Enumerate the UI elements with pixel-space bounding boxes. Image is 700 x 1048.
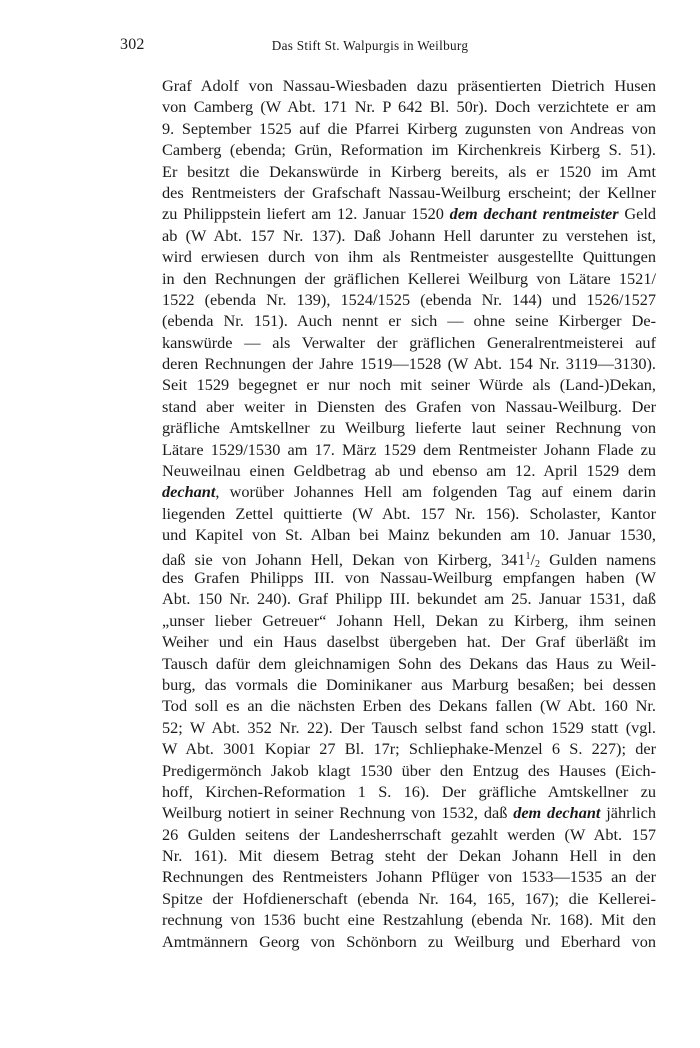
page-number: 302 xyxy=(120,36,145,53)
text-line: 26 Gulden seitens der Landesherrschaft gezahlt werden (W Abt. 157 xyxy=(162,824,656,844)
text-line: hoff, Kirchen-Reformation 1 S. 16). Der gräfliche Amtskellner zu xyxy=(162,781,656,801)
text-line: Abt. 150 Nr. 240). Graf Philipp III. bekundet am 25. Januar 1531, daß xyxy=(162,589,656,609)
text-line: Seit 1529 begegnet er nur noch mit seiner Würde als (Land-)Dekan, xyxy=(162,375,656,395)
text-line: rechnung von 1536 bucht eine Restzahlung (ebenda Nr. 168). Mit den xyxy=(162,910,656,930)
text-segment: zu Philippstein liefert am 12. Januar 1520 xyxy=(162,204,444,224)
text-line: des Rentmeisters der Grafschaft Nassau-Weilburg erscheint; der Kellner xyxy=(162,182,656,202)
text-segment: daß sie von Johann Hell, Dekan von Kirberg, 341 xyxy=(162,549,526,569)
text-line: deren Rechnungen der Jahre 1519—1528 (W Abt. 154 Nr. 3119—3130). xyxy=(162,354,656,374)
text-segment: Gulden namens xyxy=(549,549,656,569)
text-line xyxy=(162,802,656,823)
text-line: 1522 (ebenda Nr. 139), 1524/1525 (ebenda Nr. 144) und 1526/1527 xyxy=(162,289,656,309)
text-line: W Abt. 3001 Kopiar 27 Bl. 17r; Schliephake-Menzel 6 S. 227); der xyxy=(162,739,656,759)
text-line: von Camberg (W Abt. 171 Nr. P 642 Bl. 50r). Doch verzichtete er am xyxy=(162,97,656,117)
text-line: stand aber weiter in Diensten des Grafen von Nassau-Weilburg. Der xyxy=(162,396,656,416)
text-line: Er besitzt die Dekanswürde in Kirberg bereits, als er 1520 im Amt xyxy=(162,161,656,181)
text-line: ab (W Abt. 157 Nr. 137). Daß Johann Hell darunter zu verstehen ist, xyxy=(162,225,656,245)
text-line: Rechnungen des Rentmeisters Johann Pflüger von 1533—1535 an der xyxy=(162,867,656,887)
text-line: Spitze der Hofdienerschaft (ebenda Nr. 164, 165, 167); die Kellerei- xyxy=(162,888,656,908)
text-line: 9. September 1525 auf die Pfarrei Kirberg zugunsten von Andreas von xyxy=(162,118,656,138)
text-line: Tausch dafür dem gleichnamigen Sohn des Dekans das Haus zu Weil- xyxy=(162,653,656,673)
text-line: Tod soll es an die nächsten Erben des Dekans fallen (W Abt. 160 Nr. xyxy=(162,696,656,716)
text-line: in den Rechnungen der gräflichen Kellerei Weilburg von Lätare 1521/ xyxy=(162,268,656,288)
text-line: des Grafen Philipps III. von Nassau-Weilburg empfangen haben (W xyxy=(162,567,656,587)
fraction-denominator: 2 xyxy=(534,558,540,570)
text-line xyxy=(162,203,656,224)
text-line: Predigermönch Jakob klagt 1530 über den Entzug des Hauses (Eich- xyxy=(162,760,656,780)
text-line: kanswürde — als Verwalter der gräflichen Generalrentmeisterei auf xyxy=(162,332,656,352)
text-line: Neuweilnau einen Geldbetrag ab und ebenso am 12. April 1529 dem xyxy=(162,461,656,481)
text-line: gräfliche Amtskellner zu Weilburg lieferte laut seiner Rechnung von xyxy=(162,418,656,438)
text-line: Weiher und ein Haus daselbst übergeben hat. Der Graf überläßt im xyxy=(162,632,656,652)
text-segment: jährlich xyxy=(606,803,656,823)
text-line: (ebenda Nr. 151). Auch nennt er sich — ohne seine Kirberger De- xyxy=(162,311,656,331)
text-line: Nr. 161). Mit diesem Betrag steht der Dekan Johann Hell in den xyxy=(162,846,656,866)
running-title: Das Stift St. Walpurgis in Weilburg xyxy=(271,38,469,53)
text-segment: Geld xyxy=(624,204,656,224)
text-line xyxy=(162,546,656,570)
body-text xyxy=(162,75,656,952)
text-line: 52; W Abt. 352 Nr. 22). Der Tausch selbst fand schon 1529 statt (vgl. xyxy=(162,717,656,737)
text-line xyxy=(162,481,656,502)
fraction-slash: / xyxy=(530,549,535,569)
text-line: Graf Adolf von Nassau-Wiesbaden dazu präsentierten Dietrich Husen xyxy=(162,76,656,95)
text-line: „unser lieber Getreuer“ Johann Hell, Dekan zu Kirberg, ihm seinen xyxy=(162,610,656,630)
quoted-term: dem dechant rentmeister xyxy=(449,204,619,224)
text-line: liegenden Zettel quittierte (W Abt. 157 Nr. 156). Scholaster, Kantor xyxy=(162,503,656,523)
fraction-numerator: 1 xyxy=(525,550,531,562)
text-segment: , worüber Johannes Hell am folgenden Tag auf einem darin xyxy=(215,482,656,502)
quoted-term: dem dechant xyxy=(513,803,601,823)
quoted-term: dechant xyxy=(162,482,216,502)
text-line: wird erwiesen durch von ihm als Rentmeister ausgestellte Quittungen xyxy=(162,247,656,267)
text-line: und Kapitel von St. Alban bei Mainz bekunden am 10. Januar 1530, xyxy=(162,525,656,545)
text-line: burg, das vormals die Dominikaner aus Marburg besaßen; bei dessen xyxy=(162,674,656,694)
running-header xyxy=(120,36,620,58)
text-segment: Weilburg notiert in seiner Rechnung von 1532, daß xyxy=(162,803,508,823)
text-line: Camberg (ebenda; Grün, Reformation im Kirchenkreis Kirberg S. 51). xyxy=(162,140,656,160)
text-line: Lätare 1529/1530 am 17. März 1529 dem Rentmeister Johann Flade zu xyxy=(162,439,656,459)
text-line: Amtmännern Georg von Schönborn zu Weilburg und Eberhard von xyxy=(162,931,656,951)
